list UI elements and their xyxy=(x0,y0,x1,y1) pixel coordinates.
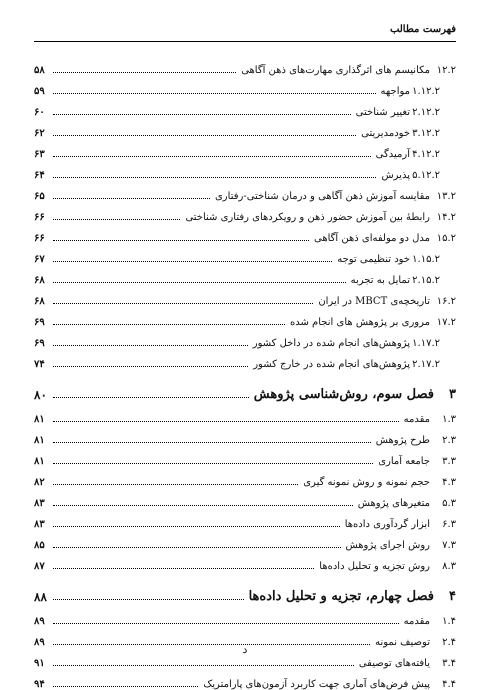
dot-leader xyxy=(53,72,236,73)
toc-entry[interactable] xyxy=(34,425,456,446)
toc-entry-page: ۸۵ xyxy=(34,540,45,551)
toc-entry[interactable] xyxy=(34,606,456,627)
toc-entry-title: پذیرش xyxy=(381,170,410,181)
toc-entry-page: ۶۶ xyxy=(34,212,45,223)
toc-entry[interactable] xyxy=(34,76,456,97)
toc-entry-title: مقایسه آموزش ذهن آگاهی و درمان شناختی-رفتاری xyxy=(214,191,430,202)
table-of-contents xyxy=(34,55,456,690)
toc-entry-title: مکانیسم های اثرگذاری مهارت‌های ذهن آگاهی xyxy=(241,65,430,76)
toc-entry-number: ۶.۳ xyxy=(442,519,456,530)
toc-entry-page: ۸۱ xyxy=(34,414,45,425)
toc-entry[interactable] xyxy=(34,265,456,286)
toc-entry-title: تاریخچه‌ی MBCT در ایران xyxy=(318,296,430,307)
toc-entry[interactable] xyxy=(34,404,456,425)
toc-entry[interactable] xyxy=(34,202,456,223)
toc-entry[interactable] xyxy=(34,307,456,328)
toc-entry-page: ۸۲ xyxy=(34,477,45,488)
toc-entry-number: ۱.۳ xyxy=(442,414,456,425)
toc-entry-title: حجم نمونه و روش نمونه گیری xyxy=(303,477,430,488)
toc-entry-number: ۱.۱۵.۲ xyxy=(412,254,440,265)
toc-entry-title: توصیف نمونه xyxy=(375,637,430,648)
toc-entry-number: ۱۲.۲ xyxy=(436,65,456,76)
toc-entry-title: مدل دو مولفه‌ای ذهن آگاهی xyxy=(314,233,430,244)
toc-entry-number: ۳.۳ xyxy=(442,456,456,467)
dot-leader xyxy=(53,324,285,325)
toc-entry-number: ۲.۴ xyxy=(442,637,456,648)
toc-entry-page: ۸۳ xyxy=(34,498,45,509)
toc-entry-number: ۳.۱۲.۲ xyxy=(412,128,440,139)
toc-entry-page: ۵۹ xyxy=(34,86,45,97)
dot-leader xyxy=(53,568,314,569)
toc-entry[interactable] xyxy=(34,349,456,370)
dot-leader xyxy=(53,442,371,443)
toc-entry-title: طرح پژوهش xyxy=(375,435,430,446)
toc-entry[interactable] xyxy=(34,118,456,139)
toc-entry-page: ۵۸ xyxy=(34,65,45,76)
toc-entry-number: ۱۶.۲ xyxy=(436,296,456,307)
toc-entry-number: ۴.۳ xyxy=(442,477,456,488)
toc-entry-page: ۶۶ xyxy=(34,233,45,244)
dot-leader xyxy=(53,156,371,157)
dot-leader xyxy=(53,665,354,666)
toc-entry-number: ۴ xyxy=(449,589,456,604)
toc-entry-page: ۹۴ xyxy=(34,679,45,690)
toc-entry-number: ۸.۳ xyxy=(442,561,456,572)
toc-entry[interactable] xyxy=(34,530,456,551)
toc-entry-number: ۱۵.۲ xyxy=(436,233,456,244)
toc-entry[interactable] xyxy=(34,139,456,160)
toc-entry-title: متغیرهای پژوهش xyxy=(357,498,430,509)
toc-entry-number: ۴.۴ xyxy=(442,679,456,690)
page-number-footer: د xyxy=(242,643,248,656)
toc-entry-page: ۸۹ xyxy=(34,616,45,627)
toc-entry-number: ۱۳.۲ xyxy=(436,191,456,202)
toc-entry[interactable] xyxy=(34,328,456,349)
toc-entry-title: مقدمه xyxy=(403,616,430,627)
dot-leader xyxy=(53,421,399,422)
dot-leader xyxy=(53,261,332,262)
toc-entry-page: ۸۸ xyxy=(34,590,47,604)
dot-leader xyxy=(53,526,340,527)
toc-entry[interactable] xyxy=(34,509,456,530)
toc-entry-title: مواجهه xyxy=(380,86,410,97)
toc-entry-number: ۲.۱۵.۲ xyxy=(412,275,440,286)
toc-entry-number: ۵.۳ xyxy=(442,498,456,509)
header-rule xyxy=(34,41,456,42)
dot-leader xyxy=(53,282,346,283)
dot-leader xyxy=(53,547,341,548)
toc-entry-number: ۳.۴ xyxy=(442,658,456,669)
toc-entry-page: ۸۷ xyxy=(34,561,45,572)
toc-entry-page: ۶۴ xyxy=(34,170,45,181)
toc-chapter-entry[interactable] xyxy=(34,572,456,606)
toc-entry-title: تمایل به تجربه xyxy=(350,275,410,286)
toc-entry-page: ۹۱ xyxy=(34,658,45,669)
toc-entry[interactable] xyxy=(34,244,456,265)
toc-entry-number: ۱۴.۲ xyxy=(436,212,456,223)
toc-entry-title: جامعه آماری xyxy=(378,456,430,467)
dot-leader xyxy=(53,177,376,178)
toc-entry[interactable] xyxy=(34,160,456,181)
dot-leader xyxy=(53,366,248,367)
toc-entry[interactable] xyxy=(34,446,456,467)
toc-entry-number: ۱۷.۲ xyxy=(436,317,456,328)
page-header-title: فهرست مطالب xyxy=(389,24,456,35)
toc-entry-title: فصل سوم، روش‌شناسی پژوهش xyxy=(253,387,434,402)
toc-entry-title: رابطهٔ بین آموزش حضور ذهن و رویکردهای رفتاری شناختی xyxy=(185,212,430,223)
toc-entry-number: ۱.۴ xyxy=(442,616,456,627)
dot-leader xyxy=(53,623,399,624)
toc-entry-title: تغییر شناختی xyxy=(355,107,410,118)
toc-entry[interactable] xyxy=(34,55,456,76)
toc-entry-title: مروری بر پژوهش های انجام شده xyxy=(290,317,430,328)
toc-entry[interactable] xyxy=(34,488,456,509)
toc-entry[interactable] xyxy=(34,97,456,118)
toc-entry-number: ۲.۱۷.۲ xyxy=(412,359,440,370)
toc-entry[interactable] xyxy=(34,467,456,488)
dot-leader xyxy=(53,93,376,94)
toc-entry-title: فصل چهارم، تجزیه و تحلیل داده‌ها xyxy=(248,589,434,604)
toc-entry-number: ۵.۱۲.۲ xyxy=(412,170,440,181)
toc-entry-title: ابزار گردآوری داده‌ها xyxy=(344,519,430,530)
toc-entry[interactable] xyxy=(34,286,456,307)
toc-entry-number: ۲.۱۲.۲ xyxy=(412,107,440,118)
toc-entry-title: پیش فرض‌های آماری جهت کاربرد آزمون‌های پارامتریک xyxy=(203,679,430,690)
toc-entry-number: ۷.۳ xyxy=(442,540,456,551)
toc-entry-title: پژوهش‌های انجام شده در خارج کشور xyxy=(253,359,410,370)
toc-entry-number: ۴.۱۲.۲ xyxy=(412,149,440,160)
toc-entry-page: ۶۳ xyxy=(34,149,45,160)
dot-leader xyxy=(53,686,198,687)
toc-entry-page: ۷۴ xyxy=(34,359,45,370)
dot-leader xyxy=(53,135,356,136)
toc-entry-page: ۶۹ xyxy=(34,338,45,349)
dot-leader xyxy=(53,463,373,464)
dot-leader xyxy=(53,599,244,600)
toc-entry-page: ۶۵ xyxy=(34,191,45,202)
dot-leader xyxy=(53,114,351,115)
toc-entry-number: ۱.۱۷.۲ xyxy=(412,338,440,349)
toc-entry-number: ۳ xyxy=(449,387,456,402)
dot-leader xyxy=(53,303,313,304)
toc-entry-page: ۸۳ xyxy=(34,519,45,530)
toc-entry-title: مقدمه xyxy=(403,414,430,425)
toc-entry-page: ۸۱ xyxy=(34,435,45,446)
toc-entry-page: ۶۲ xyxy=(34,128,45,139)
toc-entry[interactable] xyxy=(34,669,456,690)
toc-entry-page: ۶۸ xyxy=(34,275,45,286)
toc-entry-title: روش اجرای پژوهش xyxy=(345,540,430,551)
toc-entry-page: ۶۹ xyxy=(34,317,45,328)
dot-leader xyxy=(53,240,309,241)
toc-entry-page: ۸۱ xyxy=(34,456,45,467)
toc-entry-title: پژوهش‌های انجام شده در داخل کشور xyxy=(252,338,410,349)
toc-entry-page: ۸۰ xyxy=(34,388,47,402)
toc-entry-title: خودمدیریتی xyxy=(361,128,410,139)
toc-entry-title: روش تجزیه و تحلیل داده‌ها xyxy=(319,561,430,572)
toc-entry-title: آرمیدگی xyxy=(375,149,410,160)
toc-entry-number: ۱.۱۲.۲ xyxy=(412,86,440,97)
dot-leader xyxy=(53,345,248,346)
toc-entry-page: ۶۰ xyxy=(34,107,45,118)
toc-entry-page: ۶۸ xyxy=(34,296,45,307)
toc-entry-number: ۲.۳ xyxy=(442,435,456,446)
toc-entry[interactable] xyxy=(34,181,456,202)
toc-entry-title: یافته‌های توصیفی xyxy=(358,658,430,669)
toc-chapter-entry[interactable] xyxy=(34,370,456,404)
dot-leader xyxy=(53,484,298,485)
toc-entry-page: ۶۷ xyxy=(34,254,45,265)
toc-entry-title: خود تنظیمی توجه xyxy=(337,254,410,265)
toc-entry[interactable] xyxy=(34,551,456,572)
dot-leader xyxy=(53,397,249,398)
dot-leader xyxy=(53,505,353,506)
dot-leader xyxy=(53,198,210,199)
toc-entry[interactable] xyxy=(34,223,456,244)
toc-entry-page: ۸۹ xyxy=(34,637,45,648)
dot-leader xyxy=(53,219,180,220)
